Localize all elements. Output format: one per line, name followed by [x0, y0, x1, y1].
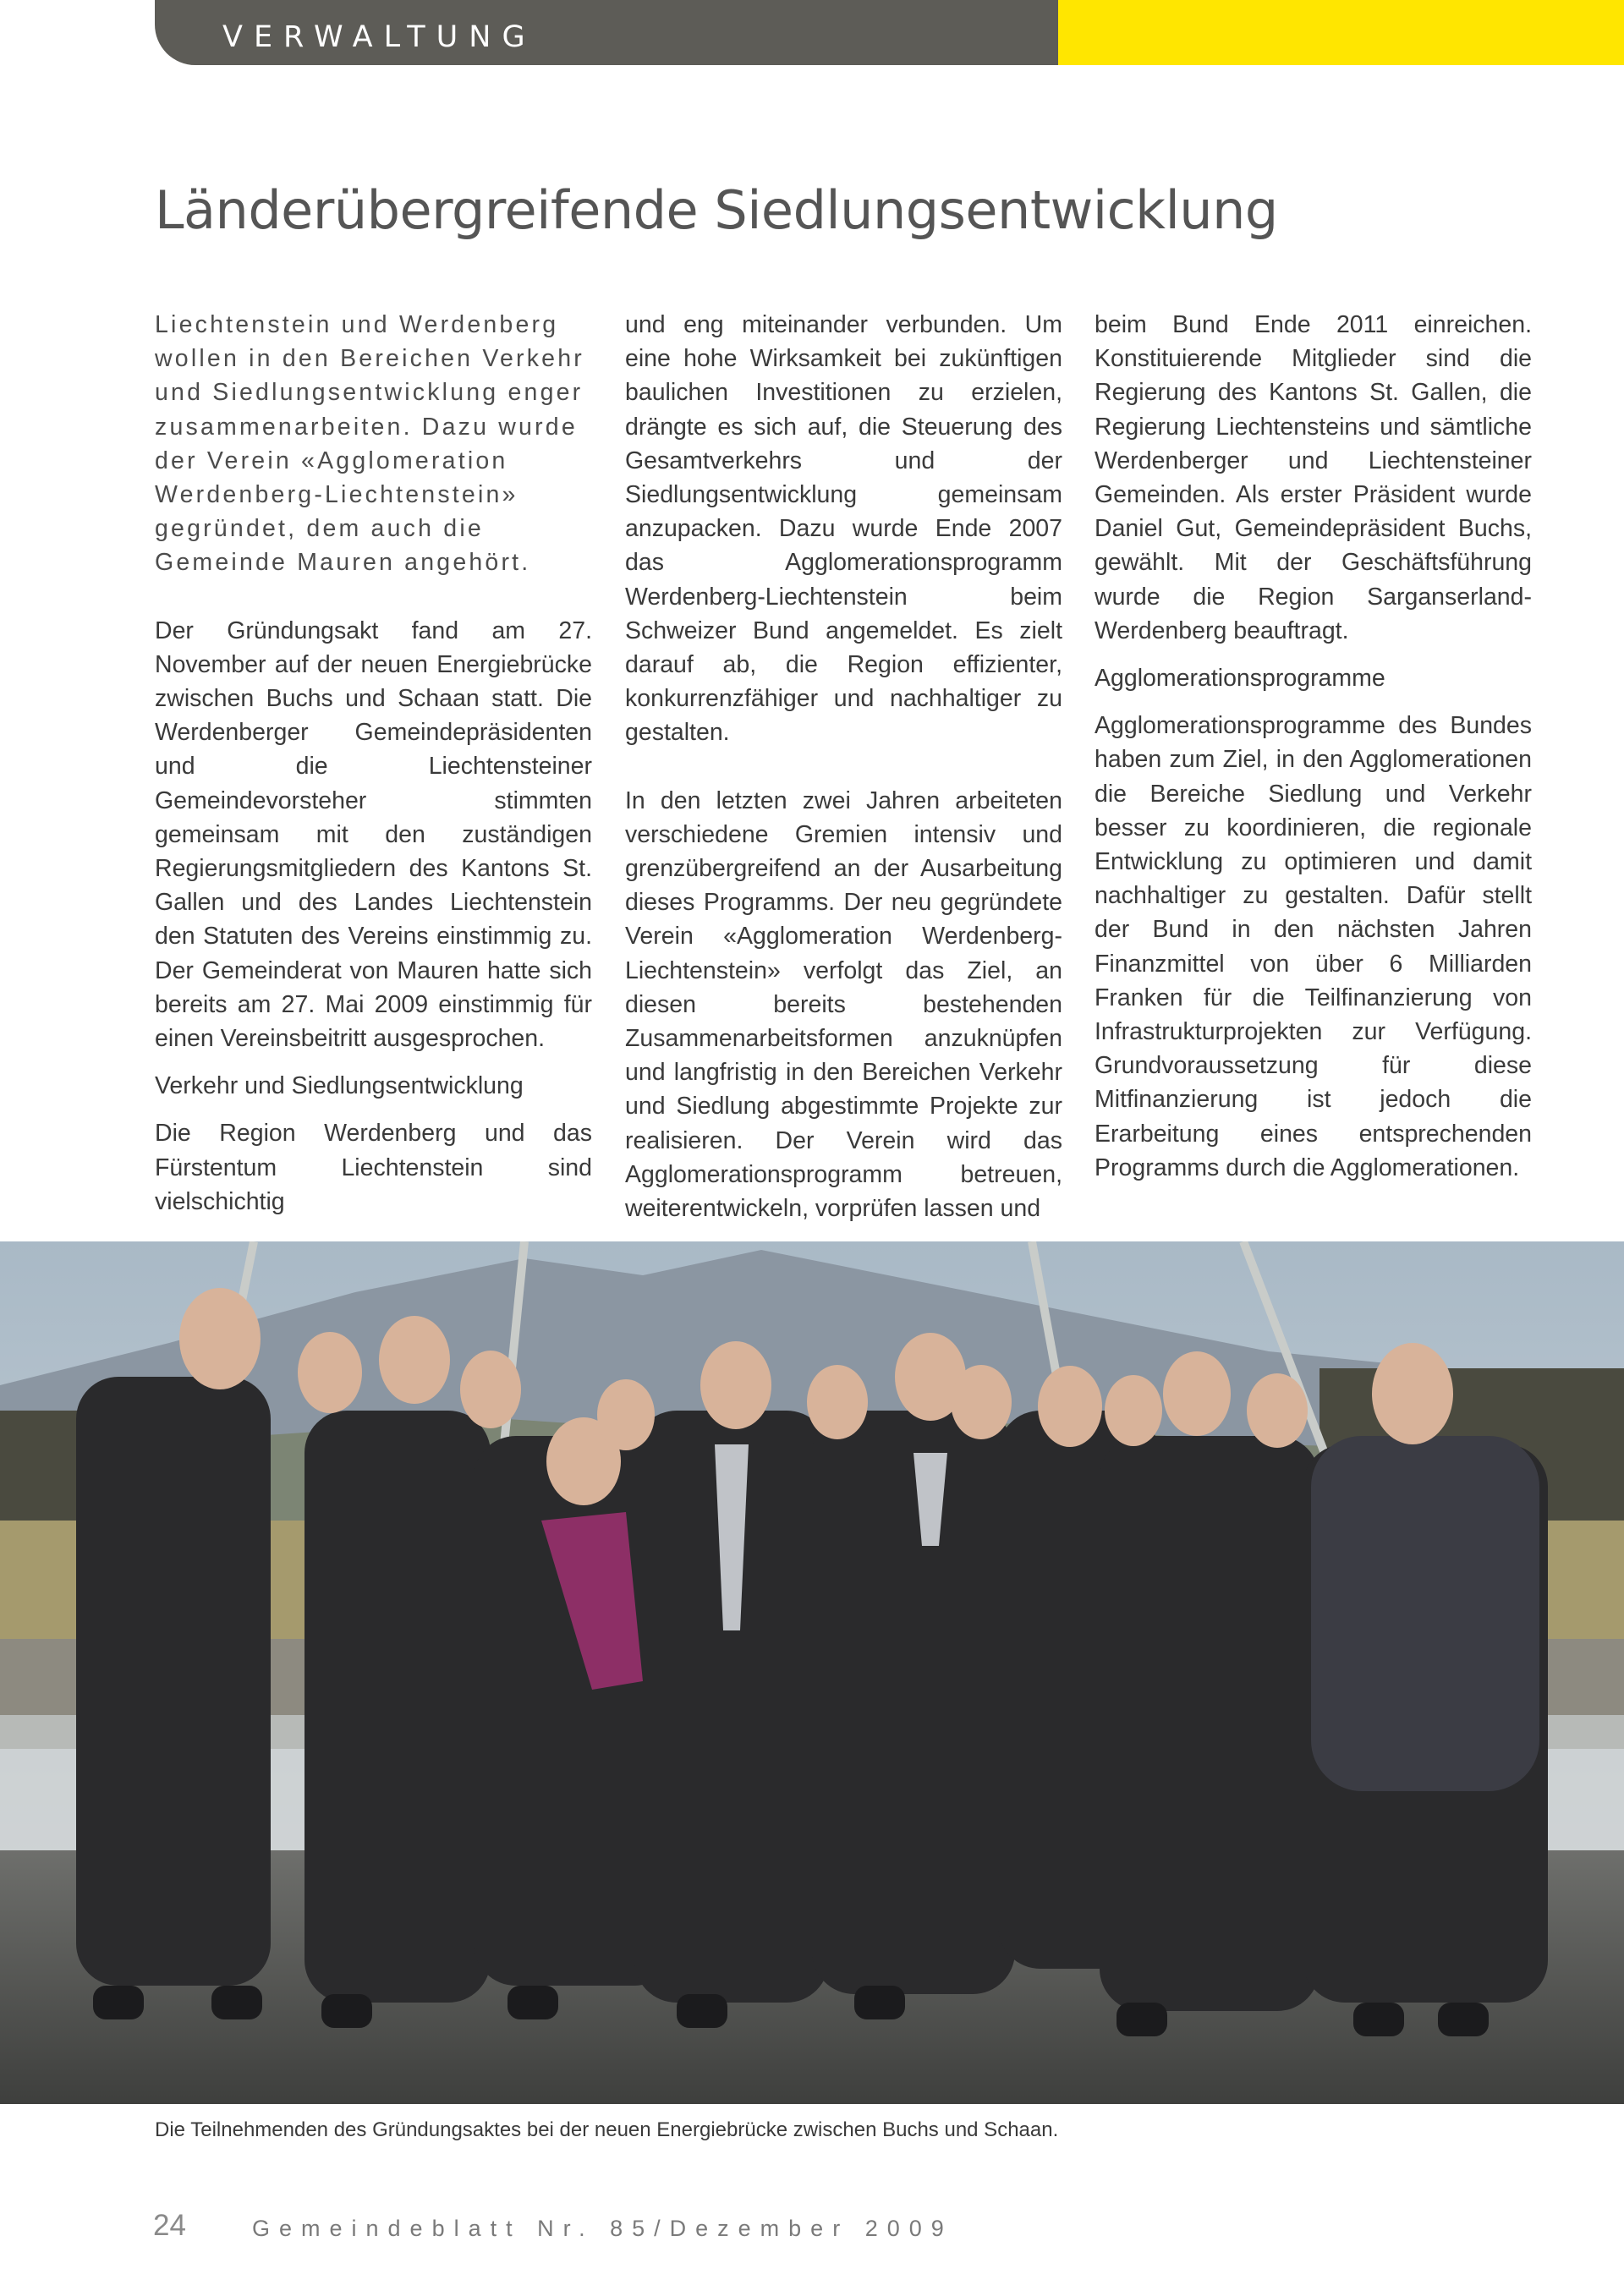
article-paragraph: Die Region Werdenberg und das Fürstentum Liechtenstein sind vielschichtig	[155, 1120, 592, 1215]
article-paragraph: und eng miteinander verbunden. Um eine hohe Wirksamkeit bei zukünftigen baulichen Investitionen zu erzielen, drängte es sich auf, die Steuerung des Gesamtverkehrs und der Siedlungsentwicklung gemeinsam anzupacken. Dazu wurde Ende 2007 das Agglomerationsprogramm Werdenberg-Liechtenstein beim Schweizer Bund angemeldet. Es zielt darauf ab, die Region effizienter, konkurrenzfähiger und nachhaltiger zu gestalten.	[625, 311, 1062, 747]
article-subheading: Verkehr und Siedlungsentwicklung	[155, 1072, 524, 1100]
article-column-2	[625, 308, 1062, 1239]
accent-bar	[1058, 0, 1624, 65]
article-paragraph: Der Gründungsakt fand am 27. November auf der neuen Energiebrücke zwischen Buchs und Schaan statt. Die Werdenberger Gemeindepräsidenten und die Liechtensteiner Gemeindevorsteher stimmten gemeinsam mit den zuständigen Regierungsmitgliedern des Kantons St. Gallen und des Landes Liechtenstein den Statuten des Vereins einstimmig zu. Der Gemeinderat von Mauren hatte sich bereits am 27. Mai 2009 einstimmig für einen Vereinsbeitritt ausgesprochen.	[155, 616, 592, 1053]
page-number: 24	[153, 2209, 186, 2242]
section-label: VERWALTUNG	[222, 20, 536, 54]
article-title: Länderübergreifende Siedlungsentwicklung	[155, 179, 1278, 241]
publication-info: Gemeindeblatt Nr. 85/Dezember 2009	[252, 2216, 953, 2241]
article-lead: Liechtenstein und Werdenberg wollen in den Bereichen Verkehr und Siedlungsentwicklung enger zusammenarbeiten. Dazu wurde der Verein «Agglomeration Werdenberg-Liechtenstein» gegründet, dem auch die Gemeinde Mauren angehört.	[155, 311, 584, 577]
article-subheading: Agglomerationsprogramme	[1095, 665, 1385, 693]
group-photo	[0, 1241, 1624, 2104]
article-paragraph: In den letzten zwei Jahren arbeiteten verschiedene Gremien intensiv und grenzübergreifend an der Ausarbeitung dieses Programms. Der neu gegründete Verein «Agglomeration Werdenberg-Liechtenstein» verfolgt das Ziel, an diesen bereits bestehenden Zusammenarbeitsformen anzuknüpfen und langfristig in den Bereichen Verkehr und Siedlung abgestimmte Projekte zur realisieren. Der Verein wird das Agglomerationsprogramm betreuen, weiterentwickeln, vorprüfen lassen und	[625, 786, 1062, 1223]
article-column-1	[155, 308, 592, 1232]
group-photo-image	[0, 1241, 1624, 2104]
article-column-3	[1095, 308, 1532, 1198]
article-paragraph: beim Bund Ende 2011 einreichen. Konstituierende Mitglieder sind die Regierung des Kantons St. Gallen, die Regierung Liechtensteins und sämtliche Werdenberger und Liechtensteiner Gemeinden. Als erster Präsident wurde Daniel Gut, Gemeindepräsident Buchs, gewählt. Mit der Geschäftsführung wurde die Region Sarganserland-Werdenberg beauftragt.	[1095, 311, 1532, 644]
article-paragraph: Agglomerationsprogramme des Bundes haben zum Ziel, in den Agglomerationen die Bereiche Siedlung und Verkehr besser zu koordinieren, die regionale Entwicklung zu optimieren und damit nachhaltiger zu gestalten. Dafür stellt der Bund in den nächsten Jahren Finanzmittel von über 6 Milliarden Franken für die Teilfinanzierung von Infrastrukturprojekten zur Verfügung. Grundvoraussetzung für diese Mitfinanzierung ist jedoch die Erarbeitung eines entsprechenden Programms durch die Agglomerationen.	[1095, 712, 1532, 1181]
photo-caption: Die Teilnehmenden des Gründungsaktes bei der neuen Energiebrücke zwischen Buchs und Schaan.	[155, 2118, 1059, 2141]
